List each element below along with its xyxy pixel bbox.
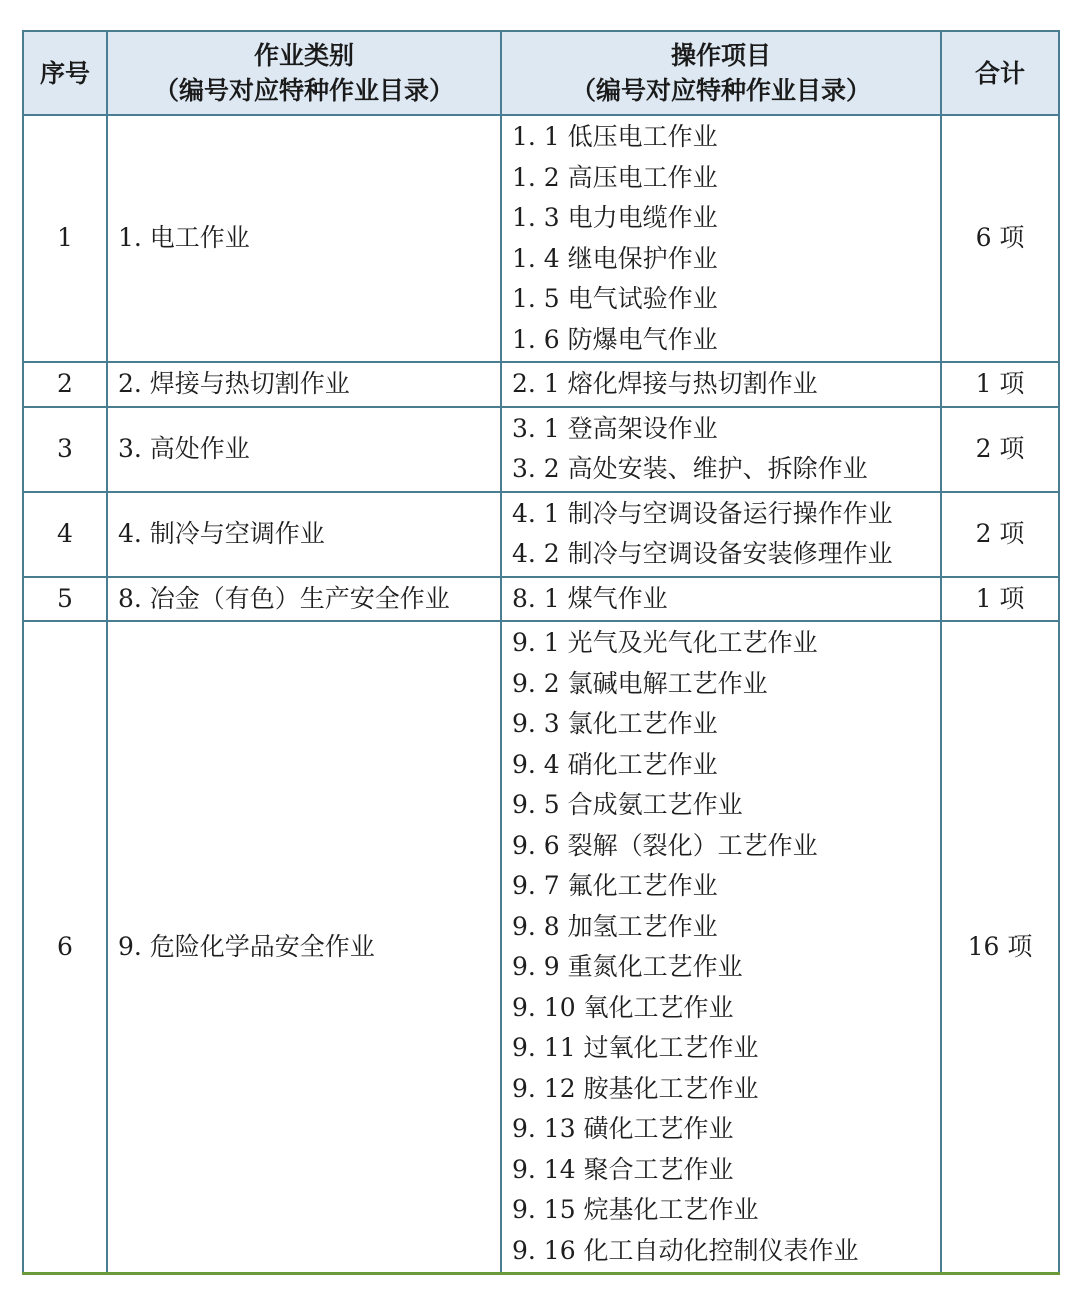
table-row — [23, 577, 1059, 622]
operation-item: 3. 1 登高架设作业 — [512, 413, 718, 443]
total-count-cell: 6 项 — [941, 115, 1059, 362]
operation-item: 3. 2 高处安装、维护、拆除作业 — [512, 454, 868, 483]
category-cell: 4. 制冷与空调作业 — [107, 492, 501, 577]
operation-item: 9. 5 合成氨工艺作业 — [512, 790, 743, 819]
header-serial-number: 序号 — [23, 31, 107, 115]
serial-number-cell: 1 — [23, 115, 107, 362]
operation-item: 9. 7 氟化工艺作业 — [512, 871, 718, 900]
operation-item: 9. 2 氯碱电解工艺作业 — [512, 668, 768, 698]
total-count-cell: 1 项 — [941, 362, 1059, 407]
operation-item: 9. 3 氯化工艺作业 — [512, 709, 718, 738]
header-category-title: 作业类别 — [253, 41, 354, 70]
table-body — [23, 115, 1059, 1274]
table-row — [23, 492, 1059, 577]
serial-number-cell: 6 — [23, 621, 107, 1274]
operation-item: 1. 3 电力电缆作业 — [512, 203, 718, 232]
category-cell: 2. 焊接与热切割作业 — [107, 362, 501, 407]
table-row — [23, 407, 1059, 492]
category-cell: 1. 电工作业 — [107, 115, 501, 362]
table-row — [23, 362, 1059, 407]
total-count-cell: 16 项 — [941, 621, 1059, 1274]
total-count-cell: 1 项 — [941, 577, 1059, 622]
operation-item: 9. 9 重氮化工艺作业 — [512, 952, 743, 981]
operation-item: 1. 4 继电保护作业 — [512, 243, 718, 273]
operation-item: 9. 13 磺化工艺作业 — [512, 1114, 734, 1143]
header-total: 合计 — [941, 31, 1059, 115]
operation-item: 9. 15 烷基化工艺作业 — [512, 1195, 759, 1224]
header-items — [501, 31, 941, 115]
operation-items-cell — [501, 407, 941, 492]
header-items-title: 操作项目 — [670, 41, 771, 70]
operation-item: 9. 4 硝化工艺作业 — [512, 749, 718, 779]
header-row — [23, 31, 1059, 115]
category-cell: 3. 高处作业 — [107, 407, 501, 492]
operation-item: 1. 6 防爆电气作业 — [512, 324, 718, 354]
operation-item: 9. 11 过氧化工艺作业 — [512, 1033, 759, 1062]
serial-number-cell: 5 — [23, 577, 107, 622]
operation-item: 9. 1 光气及光气化工艺作业 — [512, 628, 818, 657]
operation-item: 1. 5 电气试验作业 — [512, 284, 718, 313]
operation-item: 9. 10 氧化工艺作业 — [512, 992, 734, 1022]
operation-items-cell — [501, 577, 941, 622]
operation-item: 4. 2 制冷与空调设备安装修理作业 — [512, 539, 893, 568]
serial-number-cell: 4 — [23, 492, 107, 577]
operation-item: 9. 6 裂解（裂化）工艺作业 — [512, 830, 818, 860]
operation-item: 1. 2 高压电工作业 — [512, 162, 718, 192]
operation-item: 9. 16 化工自动化控制仪表作业 — [512, 1235, 859, 1265]
document-page — [22, 30, 1058, 1275]
category-cell: 9. 危险化学品安全作业 — [107, 621, 501, 1274]
serial-number-cell: 2 — [23, 362, 107, 407]
operation-items-cell — [501, 115, 941, 362]
header-category — [107, 31, 501, 115]
header-category-note: （编号对应特种作业目录） — [153, 76, 454, 105]
operation-item: 9. 12 胺基化工艺作业 — [512, 1073, 759, 1103]
operation-item: 1. 1 低压电工作业 — [512, 122, 718, 151]
operation-items-cell — [501, 362, 941, 407]
total-count-cell: 2 项 — [941, 407, 1059, 492]
table-row — [23, 621, 1059, 1274]
serial-number-cell: 3 — [23, 407, 107, 492]
operation-item: 2. 1 熔化焊接与热切割作业 — [512, 369, 818, 398]
table-header — [23, 31, 1059, 115]
operation-items-cell — [501, 492, 941, 577]
category-cell: 8. 冶金（有色）生产安全作业 — [107, 577, 501, 622]
total-count-cell: 2 项 — [941, 492, 1059, 577]
operation-item: 9. 8 加氢工艺作业 — [512, 911, 718, 941]
operation-item: 8. 1 煤气作业 — [512, 583, 668, 613]
operation-item: 4. 1 制冷与空调设备运行操作作业 — [512, 498, 893, 528]
operation-item: 9. 14 聚合工艺作业 — [512, 1154, 734, 1184]
header-items-note: （编号对应特种作业目录） — [570, 76, 871, 105]
special-operations-table — [22, 30, 1060, 1275]
operation-items-cell — [501, 621, 941, 1274]
table-row — [23, 115, 1059, 362]
